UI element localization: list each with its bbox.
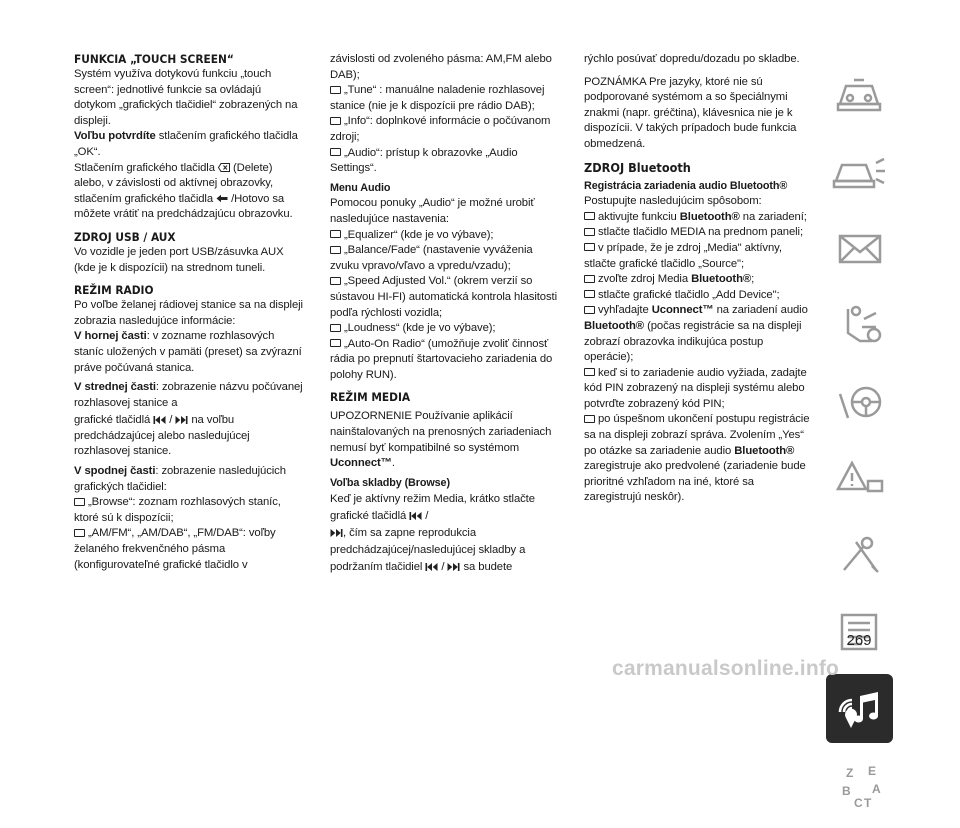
chapter-tabs [826, 58, 893, 828]
paragraph-note: POZNÁMKA Pre jazyky, ktoré nie sú podporované systémom a so špeciálnymi znakmi (napr. gréčtina), klávesnica nie je k dispozícii. V takých prípadoch bude funkcia obmedzená. [584, 75, 797, 150]
paragraph-continued: rýchlo posúvať dopredu/dozadu po skladbe. [584, 53, 800, 65]
bullet-box-icon [584, 228, 595, 236]
list-item: vyhľadajte Uconnect™ na zariadení audio Bluetooth® (počas registrácie sa na displeji zobrazí obrazovka indikujúca postup operácie); [584, 304, 808, 364]
warning-triangle-car-icon [826, 443, 893, 512]
tools-icon [826, 520, 893, 589]
paragraph-continued: závislosti od zvoleného pásma: AM,FM alebo DAB); [330, 53, 552, 81]
index-letter: E [868, 764, 877, 778]
tab-emergency[interactable] [826, 443, 893, 512]
steering-key-icon [826, 366, 893, 435]
paragraph-middle-buttons: grafické tlačidlá / na voľbu predchádzajúcej alebo nasledujúcej rozhlasovej stanice. [74, 414, 250, 458]
bullet-box-icon [330, 277, 341, 285]
bullet-box-icon [584, 368, 595, 376]
list-item: aktivujte funkciu Bluetooth® na zariadení; [584, 210, 812, 226]
list-item: „Speed Adjusted Vol.“ (okrem verzií so sústavou HI-FI) automatická kontrola hlasitosti podľa rýchlosti vozidla; [330, 275, 557, 319]
heading-menu-audio: Menu Audio [330, 181, 391, 194]
delete-key-icon [218, 163, 230, 172]
list-item: stlačte grafické tlačidlo „Add Device"; [584, 288, 812, 304]
paragraph-radio: Po voľbe želanej rádiovej stanice sa na displeji zobrazia nasledujúce informácie: [74, 299, 303, 327]
previous-track-icon [425, 563, 438, 571]
bullet-box-icon [330, 230, 341, 238]
airbag-seat-icon [826, 289, 893, 358]
list-item: „Balance/Fade“ (nastavenie vyváženia zvuku vpravo/vľavo a vpredu/vzadu); [330, 244, 533, 272]
next-track-icon [175, 416, 188, 424]
column-left [74, 52, 304, 573]
envelope-icon [826, 212, 893, 281]
previous-track-icon [153, 416, 166, 424]
back-arrow-icon [216, 194, 228, 203]
list-item: „AM/FM“, „AM/DAB“, „FM/DAB“: voľby želaného frekvenčného pásma (konfigurovateľné grafické tlačidlo v [74, 527, 276, 571]
next-track-icon [447, 563, 460, 571]
tab-multimedia[interactable] [826, 674, 893, 743]
paragraph-usb-aux: Vo vozidle je jeden port USB/zásuvka AUX (kde je k dispozícii) na strednom tuneli. [74, 245, 284, 274]
paragraph-middle: V strednej časti: zobrazenie názvu počúvanej rozhlasovej stanice a [74, 381, 303, 409]
alphabet-index-icon [826, 751, 893, 820]
multimedia-icon [826, 674, 893, 743]
bullet-box-icon [584, 212, 595, 220]
bullet-box-icon [584, 290, 595, 298]
list-item: v prípade, že je zdroj „Media" aktívny, stlačte grafické tlačidlo „Source"; [584, 241, 782, 270]
list-item: „Equalizer“ (kde je vo výbave); [330, 228, 562, 244]
list-item: „Info“: doplnkové informácie o počúvanom zdroji; [330, 115, 551, 143]
paragraph-touch-screen: Systém využíva dotykovú funkciu „touch screen“: jednotlivé funkcie sa ovládajú dotykom „grafických tlačidiel“ zobrazených na displeji. [74, 68, 298, 127]
heading-track-browse: Voľba skladby (Browse) [330, 476, 450, 489]
bullet-box-icon [330, 148, 341, 156]
paragraph-lower: V spodnej časti: zobrazenie nasledujúcich grafických tlačidiel: [74, 465, 286, 493]
tab-safety[interactable] [826, 289, 893, 358]
index-letter: T [864, 796, 872, 810]
bullet-box-icon [74, 529, 85, 537]
list-item: „Browse“: zoznam rozhlasových staníc, ktoré sú k dispozícii; [74, 496, 281, 524]
bullet-box-icon [584, 415, 595, 423]
index-letter: C [854, 796, 863, 810]
heading-media-mode: REŽIM MEDIA [330, 390, 411, 405]
tab-dashboard[interactable] [826, 58, 893, 127]
bullet-box-icon [584, 275, 595, 283]
previous-track-icon [409, 512, 422, 520]
bullet-box-icon [330, 324, 341, 332]
paragraph-media-warning: UPOZORNENIE Používanie aplikácií nainštalovaných na prenosných zariadeniach nemusí byť kompatibilné so systémom Uconnect™. [330, 410, 552, 470]
bullet-box-icon [584, 306, 595, 314]
list-item: stlačte tlačidlo MEDIA na prednom paneli; [584, 225, 812, 241]
heading-radio-mode: REŽIM RADIO [74, 283, 154, 298]
list-item: „Auto-On Radio“ (umožňuje zvoliť činnosť rádia po prepnutí štartovacieho zariadenia do polohy RUN). [330, 337, 553, 381]
column-middle [330, 52, 562, 576]
bullet-box-icon [584, 243, 595, 251]
watermark: carmanualsonline.info [612, 657, 840, 680]
paragraph-menu-audio: Pomocou ponuky „Audio“ je možné urobiť nasledujúce nastavenia: [330, 197, 535, 225]
tab-index[interactable] [826, 751, 893, 820]
tab-messages[interactable] [826, 212, 893, 281]
tab-maintenance[interactable] [826, 520, 893, 589]
heading-bluetooth-registration: Registrácia zariadenia audio Bluetooth® [584, 179, 788, 192]
next-track-icon [330, 529, 343, 537]
list-item: zvoľte zdroj Media Bluetooth®; [584, 272, 812, 288]
heading-touch-screen: FUNKCIA „TOUCH SCREEN“ [74, 52, 234, 66]
paragraph-upper: V hornej časti: v zozname rozhlasových staníc uložených v pamäti (preset) sa zvýrazní práve počúvaná stanica. [74, 330, 302, 374]
bullet-box-icon [74, 498, 85, 506]
list-item: „Tune“ : manuálne naladenie rozhlasovej stanice (nie je k dispozícii pre rádio DAB); [330, 84, 545, 112]
index-letter: Z [846, 766, 854, 780]
page-number: 269 [846, 632, 872, 649]
heading-bluetooth-source: ZDROJ Bluetooth [584, 159, 691, 175]
car-lights-icon [826, 135, 893, 204]
tab-lights[interactable] [826, 135, 893, 204]
bullet-box-icon [330, 339, 341, 347]
heading-usb-aux: ZDROJ USB / AUX [74, 229, 176, 244]
list-item: keď si to zariadenie audio vyžiada, zadajte kód PIN zobrazený na displeji systému alebo potvrďte zobrazený kód PIN; [584, 366, 807, 410]
paragraph-registration: Postupujte nasledujúcim spôsobom: [584, 195, 762, 208]
bullet-box-icon [330, 246, 341, 254]
column-right [584, 52, 812, 506]
list-item: „Loudness“ (kde je vo výbave); [330, 321, 562, 337]
list-item: „Audio“: prístup k obrazovke „Audio Settings“. [330, 146, 518, 175]
index-letter: A [872, 782, 881, 796]
paragraph-delete: Stlačením grafického tlačidla (Delete) alebo, v závislosti od aktívnej obrazovky, stlačením grafického tlačidla /Hotovo sa môžete vrátiť na predchádzajúcu obrazovku. [74, 161, 293, 221]
paragraph-confirm: Voľbu potvrdíte stlačením grafického tlačidla „OK“. [74, 130, 298, 158]
tab-starting[interactable] [826, 366, 893, 435]
list-item: po úspešnom ukončení postupu registrácie sa na displeji zobrazí správa. Zvolením „Yes“ po otázke sa zariadenie audio Bluetooth® zaregistruje ako predvolené (zariadenie bude prioritné vzhľadom na iné, ktoré sa zaregistrujú neskôr). [584, 413, 810, 504]
car-dashboard-icon [826, 58, 893, 127]
paragraph-track-browse: Keď je aktívny režim Media, krátko stlačte grafické tlačidlá / , čím sa zapne reprodukcia predchádzajúcej/nasledujúcej skladby a podržaním tlačidiel / sa budete [330, 493, 535, 574]
index-letter: B [842, 784, 851, 798]
bullet-box-icon [330, 86, 341, 94]
bullet-box-icon [330, 117, 341, 125]
